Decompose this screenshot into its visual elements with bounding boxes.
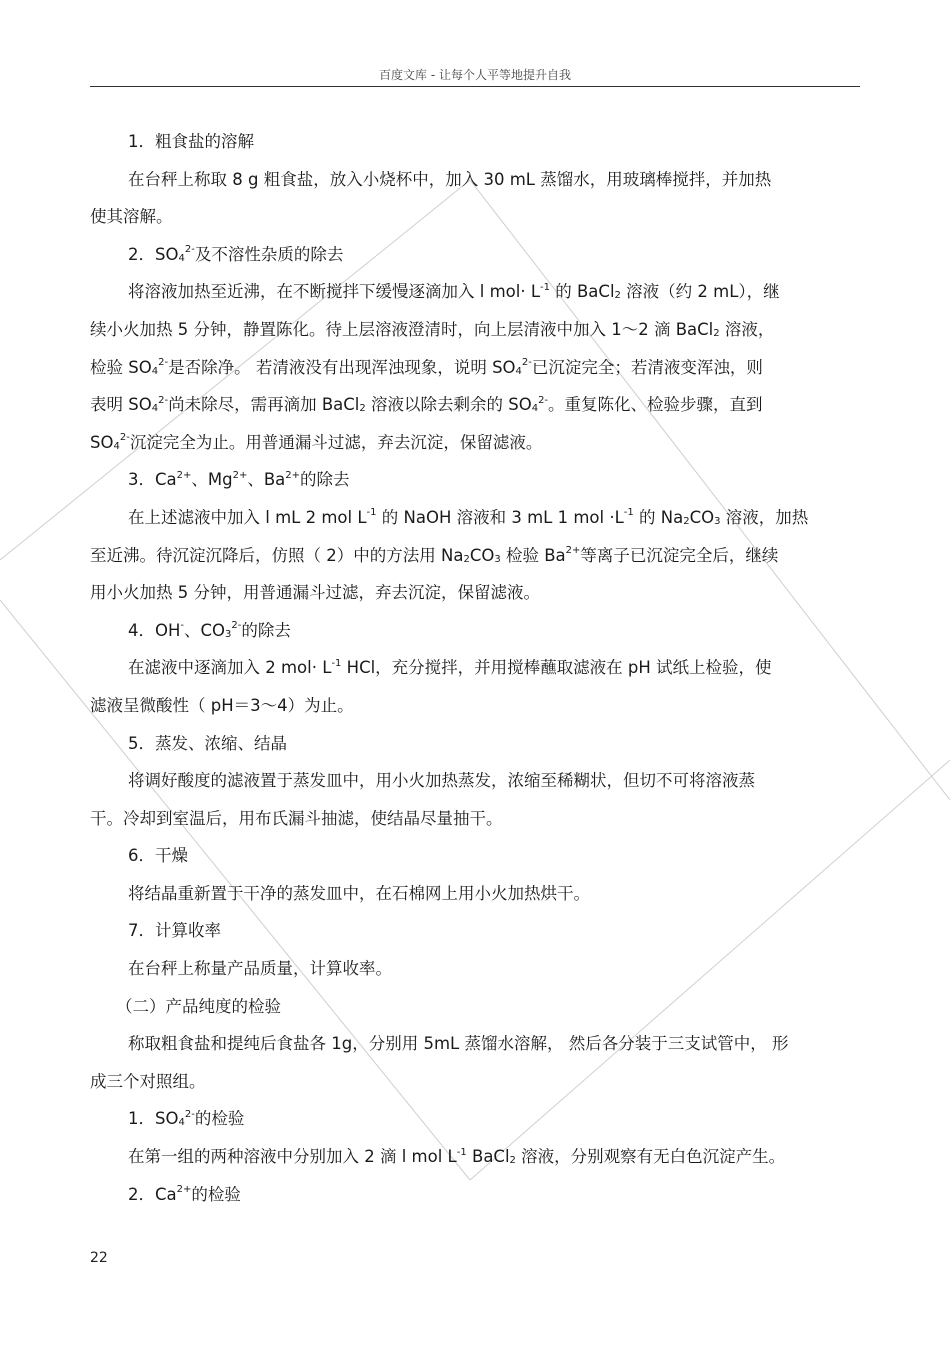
paragraph-line: 检验 $SO_4^{2-}$是否除净。 若清液没有出现浑浊现象，说明 $SO_4^{2-}$已沉淀完全；若清液变浑浊，则	[90, 357, 763, 377]
document-body	[90, 123, 860, 1213]
section-heading-sulfate-test: 1．$SO_4^{2-}$的检验	[128, 1108, 245, 1129]
paragraph-line: 滤液呈微酸性（ pH＝3～4）为止。	[90, 695, 354, 715]
section-heading-drying: 6．干燥	[128, 846, 188, 866]
paragraph-line: 续小火加热 5 分钟，静置陈化。待上层溶液澄清时，向上层清液中加入 1～2 滴 BaCl$_2$ 溶液，	[90, 319, 775, 339]
section-heading-anion-removal: 4．OH-、$CO_3^{2-}$的除去	[128, 620, 291, 640]
paragraph-line: 在台秤上称取 8 g 粗食盐，放入小烧杯中，加入 30 mL 蒸馏水，用玻璃棒搅拌，并加热	[128, 169, 772, 189]
paragraph-line: 成三个对照组。	[90, 1071, 206, 1091]
paragraph-line: $SO_4^{2-}$沉淀完全为止。用普通漏斗过滤，弃去沉淀，保留滤液。	[90, 432, 543, 452]
paragraph-line: 表明 $SO_4^{2-}$尚未除尽，需再滴加 BaCl$_2$ 溶液以除去剩余的 $SO_4^{2-}$。重复陈化、检验步骤，直到	[90, 394, 763, 415]
paragraph-line: 称取粗食盐和提纯后食盐各 1g，分别用 5mL 蒸馏水溶解， 然后各分装于三支试管中， 形	[128, 1034, 789, 1054]
section-heading-purity-test: （二）产品纯度的检验	[116, 996, 281, 1016]
section-heading-yield: 7．计算收率	[128, 921, 221, 941]
section-heading-evaporation: 5．蒸发、浓缩、结晶	[128, 733, 287, 753]
section-heading-calcium-test: 2．$Ca^{2+}$的检验	[128, 1184, 241, 1204]
section-heading-dissolve: 1．粗食盐的溶解	[128, 132, 254, 151]
paragraph-line: 将调好酸度的滤液置于蒸发皿中，用小火加热蒸发，浓缩至稀糊状，但切不可将溶液蒸	[128, 771, 755, 791]
page-number: 22	[90, 1250, 108, 1266]
page-header: 百度文库 - 让每个人平等地提升自我	[379, 68, 571, 82]
paragraph-line: 在上述滤液中加入 l mL 2 mol $L^{-1}$ 的 NaOH 溶液和 3 mL 1 mol $\cdot L^{-1}$ 的 $Na_2CO_3$ 溶液，加热	[128, 507, 809, 527]
paragraph-line: 使其溶解。	[90, 207, 173, 227]
paragraph-line: 用小火加热 5 分钟，用普通漏斗过滤，弃去沉淀，保留滤液。	[90, 583, 540, 603]
paragraph-line: 在台秤上称量产品质量，计算收率。	[128, 959, 392, 979]
section-heading-cation-removal: 3．$Ca^{2+}$、$Mg^{2+}$、$Ba^{2+}$的除去	[128, 469, 350, 490]
header-divider	[90, 86, 860, 87]
paragraph-line: 在滤液中逐滴加入 2 $mol\cdot L^{-1}$ HCl，充分搅拌，并用搅棒蘸取滤液在 pH 试纸上检验，使	[128, 657, 772, 678]
paragraph-line: 在第一组的两种溶液中分别加入 2 滴 l mol $L^{-1}$ BaCl$_2$ 溶液，分别观察有无白色沉淀产生。	[128, 1146, 786, 1167]
section-heading-sulfate-removal: 2．$SO_4^{2-}$及不溶性杂质的除去	[128, 244, 344, 264]
paragraph-line: 至近沸。待沉淀沉降后，仿照（ 2）中的方法用 $Na_2CO_3$ 检验 $Ba^{2+}$等离子已沉淀完全后，继续	[90, 545, 779, 565]
paragraph-line: 将结晶重新置于干净的蒸发皿中，在石棉网上用小火加热烘干。	[128, 883, 590, 903]
paragraph-line: 将溶液加热至近沸，在不断搅拌下缓慢逐滴加入 l $mol\cdot L^{-1}$ 的 BaCl$_2$ 溶液（约 2 mL），继	[128, 281, 780, 302]
paragraph-line: 干。冷却到室温后，用布氏漏斗抽滤，使结晶尽量抽干。	[90, 808, 503, 828]
